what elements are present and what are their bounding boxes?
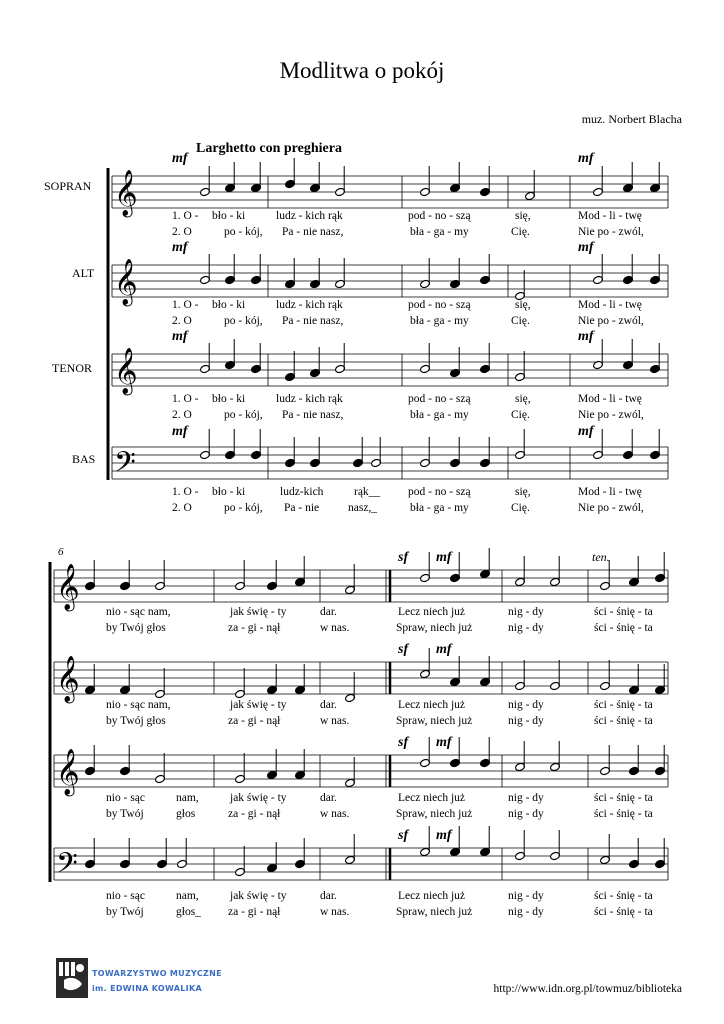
- lyric: pod - no - szą: [408, 393, 471, 405]
- dynamic-mf: mf: [578, 240, 594, 255]
- lyric: Pa - nie nasz,: [282, 315, 344, 327]
- clef: 𝄞: [114, 259, 138, 305]
- lyric: bło - ki: [212, 393, 246, 405]
- lyric: za - gi - nął: [228, 715, 281, 727]
- lyric: po - kój,: [224, 502, 263, 514]
- lyric: Cię.: [511, 226, 530, 238]
- page-title: Modlitwa o pokój: [279, 58, 445, 83]
- lyric: Lecz niech już: [398, 792, 466, 804]
- dynamic-mf: mf: [436, 828, 452, 843]
- lyric: jak świę - ty: [230, 890, 287, 902]
- lyric: 1. O -: [172, 210, 199, 222]
- lyric: nig - dy: [508, 606, 544, 618]
- lyric: jak świę - ty: [230, 606, 287, 618]
- lyric: ści - śnię - ta: [594, 715, 653, 727]
- lyric: w nas.: [320, 808, 350, 820]
- lyric: w nas.: [320, 715, 350, 727]
- lyric: Spraw, niech już: [396, 808, 473, 820]
- lyric: nasz,_: [348, 502, 378, 514]
- lyric: Pa - nie nasz,: [282, 409, 344, 421]
- clef: 𝄞: [114, 170, 138, 216]
- lyric: pod - no - szą: [408, 299, 471, 311]
- lyric: za - gi - nął: [228, 906, 281, 918]
- clef: 𝄢: [114, 446, 136, 486]
- clef: 𝄞: [56, 749, 80, 795]
- lyric: Mod - li - twę: [578, 210, 642, 222]
- lyric: ści - śnię - ta: [594, 792, 653, 804]
- lyric: by Twój głos: [106, 622, 166, 634]
- lyric: jak świę - ty: [230, 699, 287, 711]
- lyric: rąk__: [354, 486, 381, 498]
- lyric: nam,: [176, 792, 199, 804]
- lyric: Lecz niech już: [398, 890, 466, 902]
- lyric: ści - śnię - ta: [594, 906, 653, 918]
- lyric: w nas.: [320, 622, 350, 634]
- lyric: za - gi - nął: [228, 622, 281, 634]
- dynamic-mf: mf: [172, 424, 188, 439]
- lyric: Nie po - zwól,: [578, 409, 644, 421]
- dynamic-mf: mf: [436, 642, 452, 657]
- lyric: po - kój,: [224, 409, 263, 421]
- lyric: głos_: [176, 906, 201, 918]
- clef: 𝄢: [56, 847, 78, 887]
- lyric: ludz - kich rąk: [276, 210, 343, 222]
- part-label-tenor: TENOR: [52, 361, 92, 375]
- lyric: Cię.: [511, 502, 530, 514]
- lyric: głos: [176, 808, 196, 820]
- dynamic-mf: mf: [172, 240, 188, 255]
- lyric: ści - śnię - ta: [594, 808, 653, 820]
- dynamic-sf: sf: [398, 642, 409, 657]
- clef: 𝄞: [114, 348, 138, 394]
- lyric: Cię.: [511, 315, 530, 327]
- lyric: 1. O -: [172, 486, 199, 498]
- lyric: się,: [515, 299, 531, 311]
- lyric: za - gi - nął: [228, 808, 281, 820]
- lyric: bła - ga - my: [410, 502, 469, 514]
- lyric: 2. O: [172, 409, 192, 421]
- lyric: nio - sąc nam,: [106, 606, 171, 618]
- lyric: nig - dy: [508, 808, 544, 820]
- lyric: Mod - li - twę: [578, 299, 642, 311]
- lyric: po - kój,: [224, 226, 263, 238]
- lyric: Nie po - zwól,: [578, 315, 644, 327]
- tempo-marking: Larghetto con preghiera: [196, 141, 342, 156]
- lyric: w nas.: [320, 906, 350, 918]
- lyric: bło - ki: [212, 486, 246, 498]
- dynamic-mf: mf: [172, 329, 188, 344]
- dynamic-mf: mf: [436, 735, 452, 750]
- lyric: Mod - li - twę: [578, 393, 642, 405]
- tenuto-marking: ten.: [592, 550, 610, 564]
- lyric: bła - ga - my: [410, 409, 469, 421]
- dynamic-mf: mf: [578, 329, 594, 344]
- lyric: po - kój,: [224, 315, 263, 327]
- part-label-alt: ALT: [72, 266, 95, 280]
- lyric: pod - no - szą: [408, 210, 471, 222]
- lyric: Pa - nie nasz,: [282, 226, 344, 238]
- lyric: jak świę - ty: [230, 792, 287, 804]
- lyric: Spraw, niech już: [396, 715, 473, 727]
- organization-name: TOWARZYSTWO MUZYCZNE: [92, 969, 222, 978]
- lyric: ludz - kich rąk: [276, 393, 343, 405]
- lyric: by Twój: [106, 808, 144, 820]
- footer-link[interactable]: http://www.idn.org.pl/towmuz/biblioteka: [493, 983, 682, 995]
- lyric: ludz-kich: [280, 486, 324, 498]
- lyric: bła - ga - my: [410, 226, 469, 238]
- lyric: nio - sąc: [106, 890, 145, 902]
- dynamic-sf: sf: [398, 550, 409, 565]
- composer-credit: muz. Norbert Blacha: [581, 112, 682, 126]
- lyric: nio - sąc: [106, 792, 145, 804]
- lyric: nig - dy: [508, 792, 544, 804]
- dynamic-sf: sf: [398, 735, 409, 750]
- lyric: bło - ki: [212, 210, 246, 222]
- lyric: nig - dy: [508, 622, 544, 634]
- lyric: się,: [515, 210, 531, 222]
- lyric: Nie po - zwól,: [578, 226, 644, 238]
- dynamic-mf: mf: [578, 151, 594, 166]
- lyric: Lecz niech już: [398, 606, 466, 618]
- lyric: by Twój: [106, 906, 144, 918]
- lyric: ści - śnię - ta: [594, 622, 653, 634]
- lyric: bło - ki: [212, 299, 246, 311]
- lyric: dar.: [320, 699, 337, 711]
- clef: 𝄞: [56, 564, 80, 610]
- lyric: ści - śnię - ta: [594, 606, 653, 618]
- dynamic-sf: sf: [398, 828, 409, 843]
- dynamic-mf: mf: [172, 151, 188, 166]
- lyric: nig - dy: [508, 699, 544, 711]
- measure-number: 6: [58, 546, 64, 558]
- part-label-soprano: SOPRAN: [44, 179, 92, 193]
- dynamic-mf: mf: [578, 424, 594, 439]
- lyric: ści - śnię - ta: [594, 890, 653, 902]
- lyric: Spraw, niech już: [396, 622, 473, 634]
- part-label-bas: BAS: [72, 452, 96, 466]
- lyric: dar.: [320, 792, 337, 804]
- lyric: ści - śnię - ta: [594, 699, 653, 711]
- lyric: 1. O -: [172, 299, 199, 311]
- lyric: nam,: [176, 890, 199, 902]
- organization-logo: [56, 958, 88, 998]
- lyric: nio - sąc nam,: [106, 699, 171, 711]
- lyric: nig - dy: [508, 715, 544, 727]
- lyric: pod - no - szą: [408, 486, 471, 498]
- lyric: Lecz niech już: [398, 699, 466, 711]
- organization-name-line2: im. EDWINA KOWALIKA: [92, 984, 202, 993]
- lyric: 1. O -: [172, 393, 199, 405]
- lyric: się,: [515, 393, 531, 405]
- lyric: nig - dy: [508, 890, 544, 902]
- clef: 𝄞: [56, 656, 80, 702]
- dynamic-mf: mf: [436, 550, 452, 565]
- lyric: 2. O: [172, 502, 192, 514]
- lyric: dar.: [320, 606, 337, 618]
- lyric: Nie po - zwól,: [578, 502, 644, 514]
- lyric: ludz - kich rąk: [276, 299, 343, 311]
- lyric: Pa - nie: [284, 502, 320, 514]
- lyric: dar.: [320, 890, 337, 902]
- lyric: 2. O: [172, 315, 192, 327]
- lyric: się,: [515, 486, 531, 498]
- lyric: nig - dy: [508, 906, 544, 918]
- lyric: bła - ga - my: [410, 315, 469, 327]
- lyric: 2. O: [172, 226, 192, 238]
- lyric: Spraw, niech już: [396, 906, 473, 918]
- lyric: Cię.: [511, 409, 530, 421]
- lyric: Mod - li - twę: [578, 486, 642, 498]
- lyric: by Twój głos: [106, 715, 166, 727]
